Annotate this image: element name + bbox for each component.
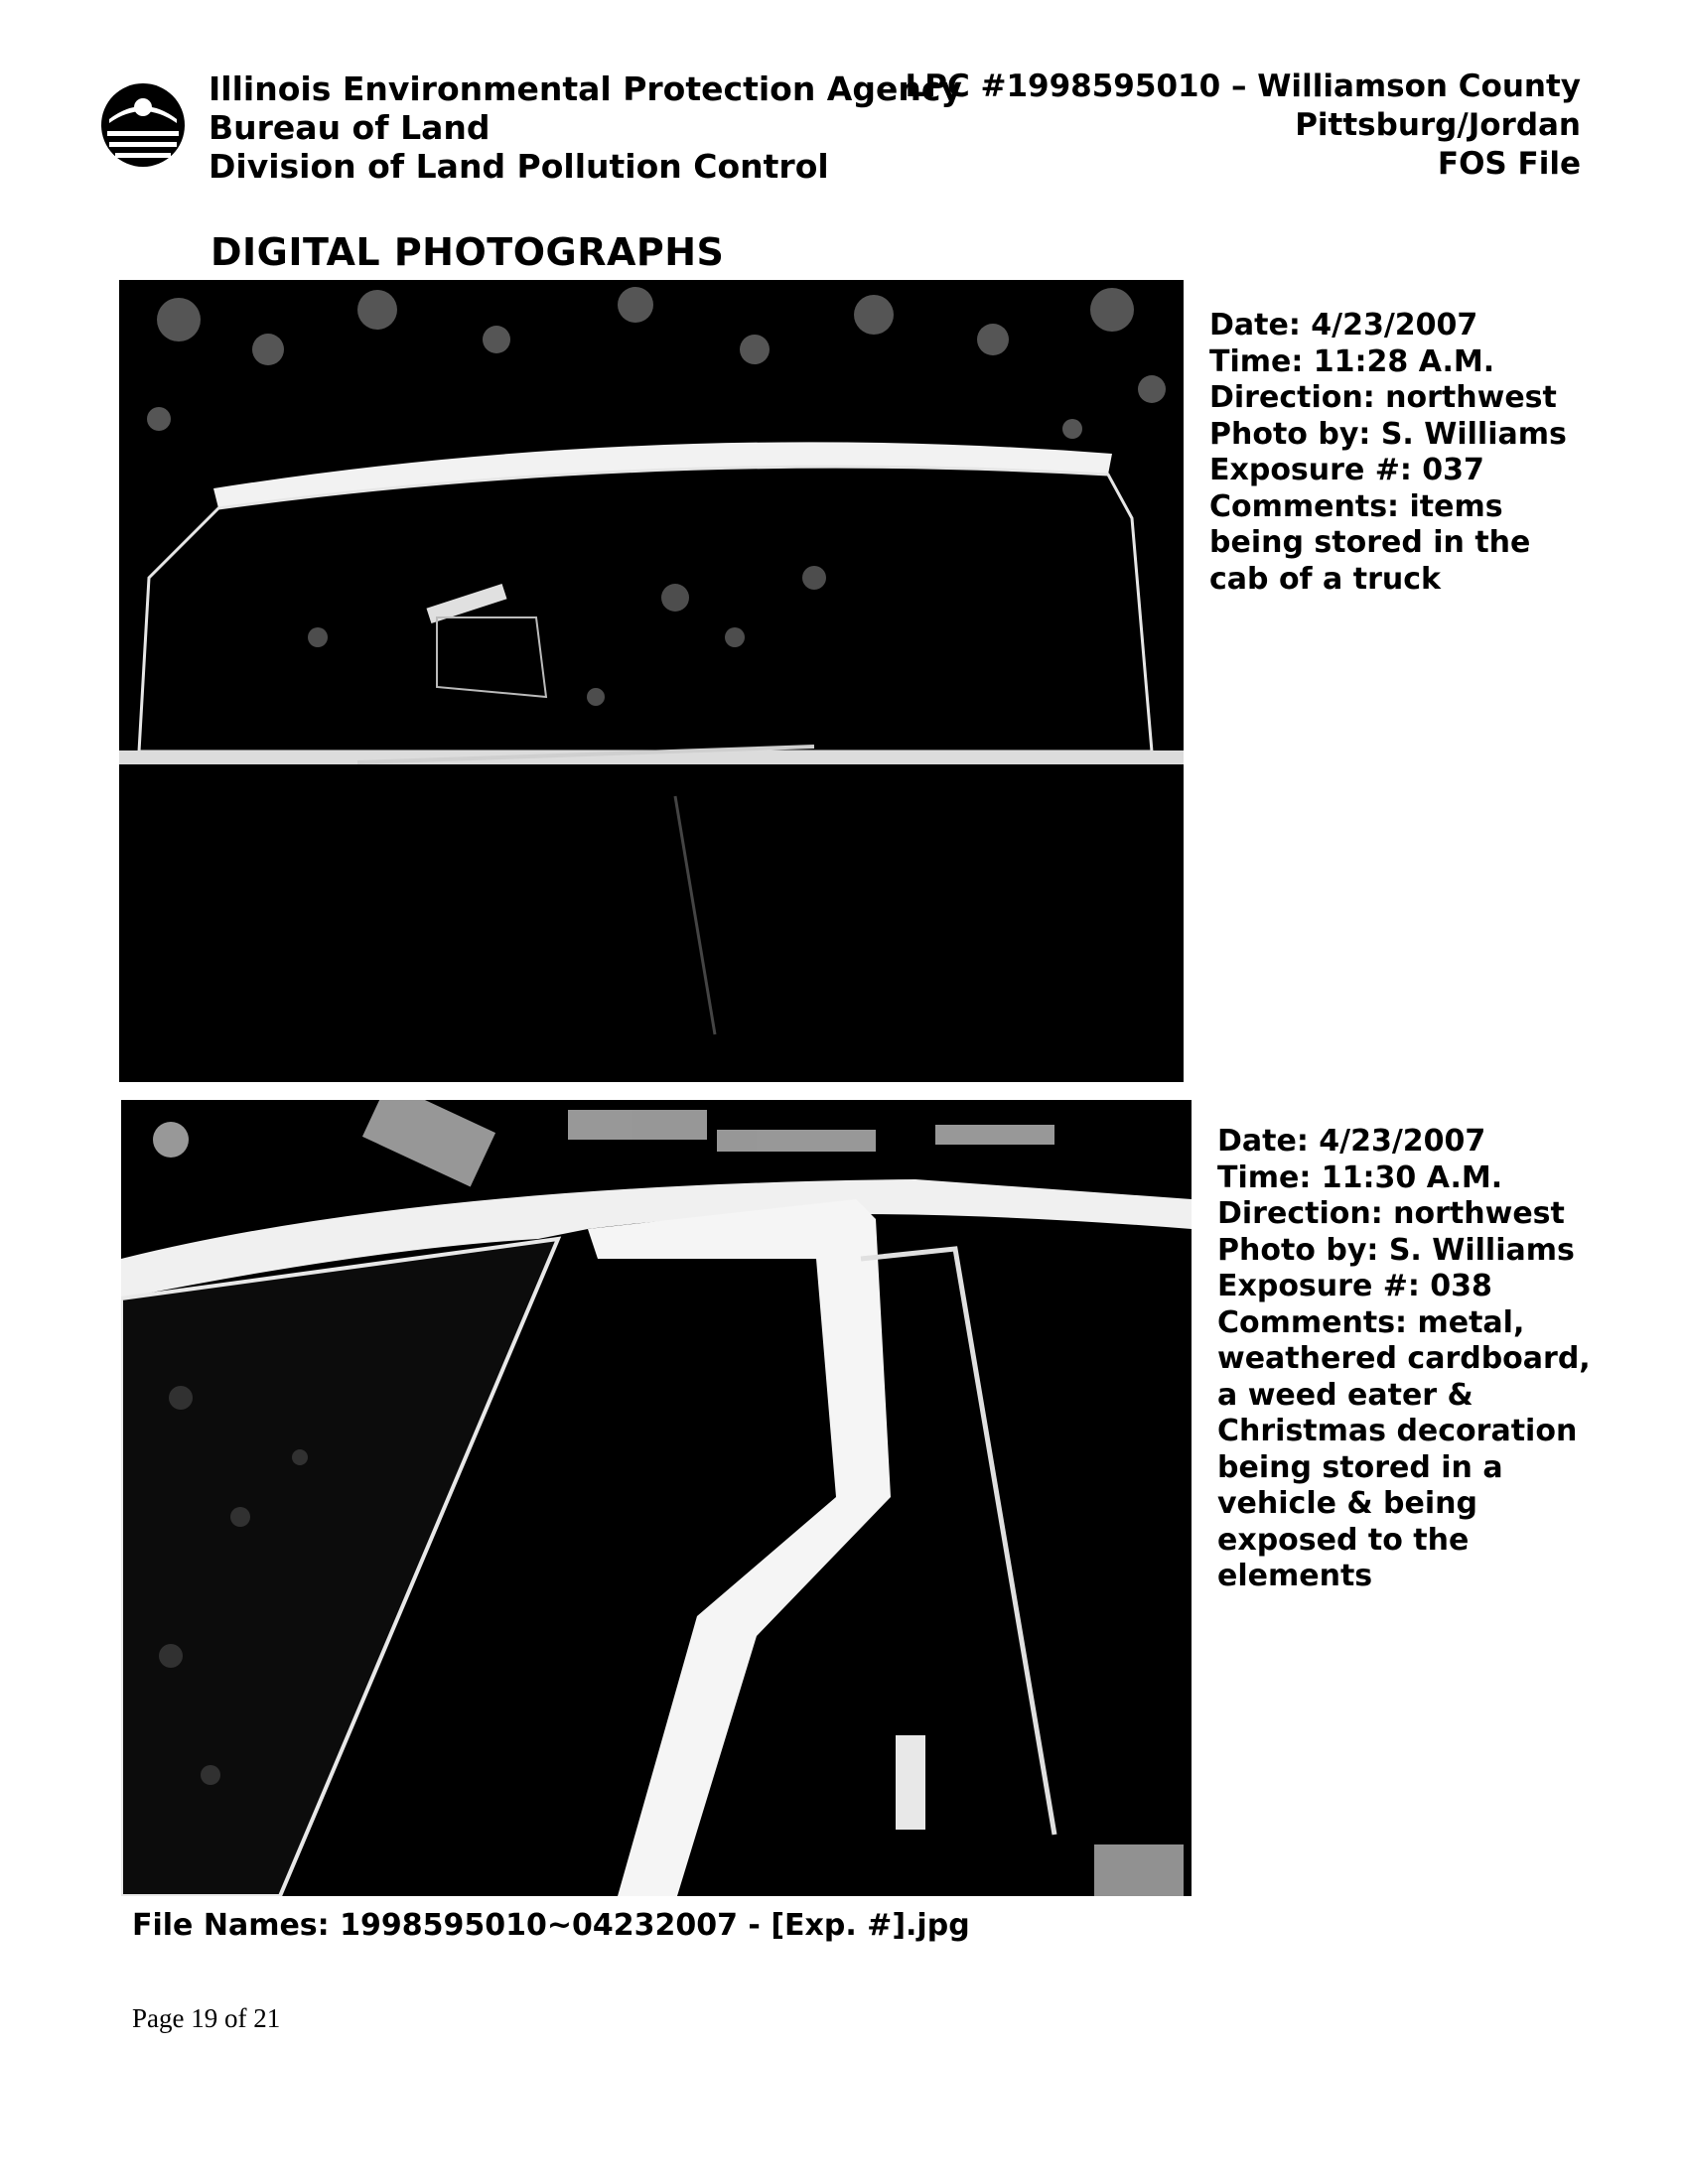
photo-vehicle-door: [121, 1100, 1192, 1896]
photo-1-comment-line: Comments: items: [1209, 488, 1503, 524]
photo-2-date: Date: 4/23/2007: [1217, 1124, 1486, 1159]
photo-2-comment-line: exposed to the: [1217, 1522, 1470, 1558]
photo-2-comment-line: being stored in a: [1217, 1449, 1503, 1485]
division-name: Division of Land Pollution Control: [209, 147, 829, 186]
photo-1-date: Date: 4/23/2007: [1209, 308, 1478, 342]
photo-2-exposure: Exposure #: 038: [1217, 1269, 1492, 1303]
photo-1-comment-line: being stored in the: [1209, 525, 1531, 560]
photo-2-comment-line: weathered cardboard,: [1217, 1341, 1591, 1376]
iepa-logo: [99, 69, 187, 181]
agency-header: [209, 69, 962, 186]
photo-truck-cab: [119, 280, 1184, 1082]
photo-2-photographer: Photo by: S. Williams: [1217, 1232, 1575, 1268]
photo-2-comment-line: Christmas decoration: [1217, 1414, 1578, 1448]
lpc-header: [905, 68, 1581, 184]
photo-1-direction: Direction: northwest: [1209, 380, 1557, 415]
photo-1-time: Time: 11:28 A.M.: [1209, 343, 1495, 379]
lpc-number: LPC #1998595010 – Williamson County: [905, 68, 1581, 104]
photo-2-caption: [1217, 1124, 1591, 1595]
photo-2-direction: Direction: northwest: [1217, 1196, 1565, 1231]
site-location: Pittsburg/Jordan: [1295, 107, 1581, 143]
photo-2-comment-line: Comments: metal,: [1217, 1304, 1525, 1340]
photo-1-photographer: Photo by: S. Williams: [1209, 416, 1567, 452]
section-title: DIGITAL PHOTOGRAPHS: [210, 230, 725, 274]
photo-2-comment-line: vehicle & being: [1217, 1486, 1477, 1521]
photo-2-comment-line: a weed eater &: [1217, 1377, 1474, 1413]
photo-2-time: Time: 11:30 A.M.: [1217, 1160, 1503, 1195]
photo-1-caption: [1209, 308, 1567, 598]
agency-name: Illinois Environmental Protection Agency: [209, 69, 962, 108]
file-names: File Names: 1998595010~04232007 - [Exp. #].jpg: [132, 1908, 970, 1943]
photo-1-comment-line: cab of a truck: [1209, 561, 1441, 597]
photo-1-exposure: Exposure #: 037: [1209, 453, 1484, 487]
photo-2-comment-line: elements: [1217, 1559, 1373, 1593]
bureau-name: Bureau of Land: [209, 108, 491, 147]
page-number: Page 19 of 21: [132, 2003, 281, 2033]
file-type: FOS File: [1437, 146, 1581, 182]
